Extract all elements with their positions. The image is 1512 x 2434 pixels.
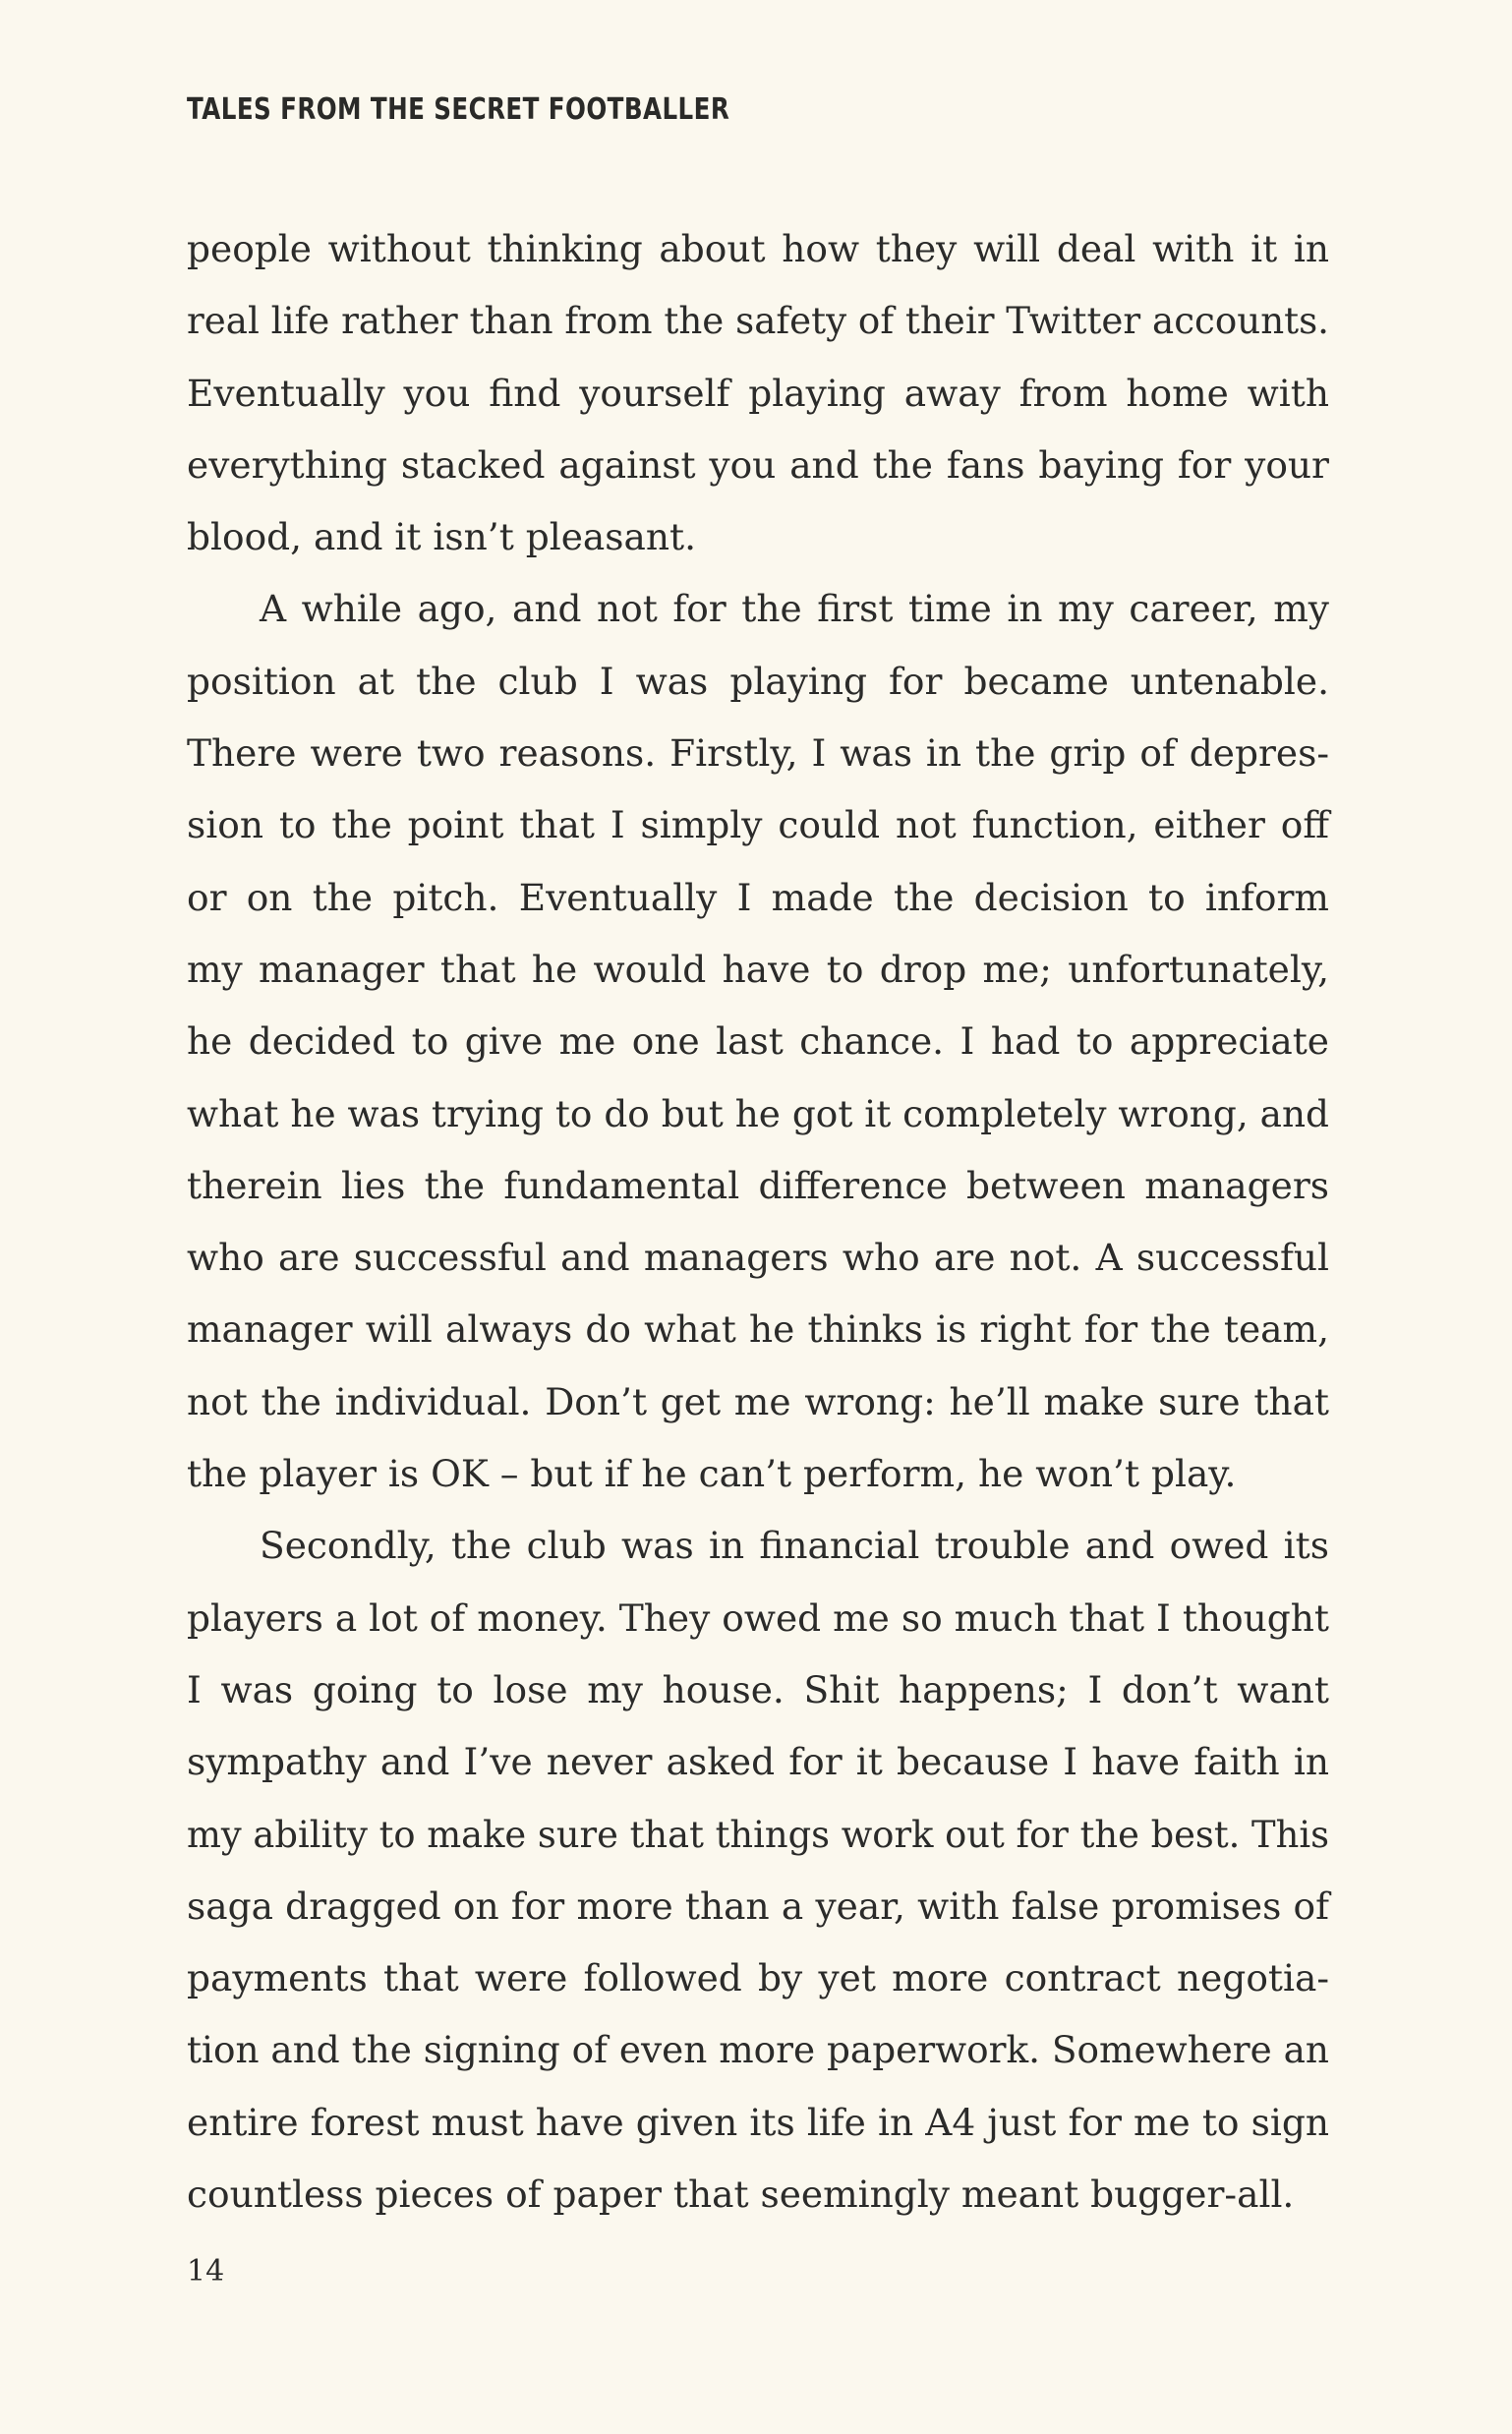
- text-line: I was going to lose my house. Shit happens; I don’t want: [187, 1667, 1329, 1711]
- page-number: 14: [187, 2254, 225, 2289]
- body-text: [187, 213, 1329, 2231]
- text-line: sympathy and I’ve never asked for it because I have faith in: [187, 1740, 1329, 1784]
- text-line: A while ago, and not for the first time in my career, my: [260, 587, 1329, 631]
- text-line: not the individual. Don’t get me wrong: he’ll make sure that: [187, 1379, 1329, 1423]
- text-line: or on the pitch. Eventually I made the decision to inform: [187, 875, 1329, 919]
- text-line: who are successful and managers who are not. A successful: [187, 1236, 1329, 1280]
- text-line: countless pieces of paper that seemingly meant bugger-all.: [187, 2173, 1295, 2217]
- text-line: players a lot of money. They owed me so much that I thought: [187, 1595, 1329, 1640]
- text-line: what he was trying to do but he got it completely wrong, and: [187, 1091, 1329, 1135]
- text-line: therein lies the fundamental difference between managers: [187, 1163, 1329, 1207]
- text-line: everything stacked against you and the fans baying for your: [187, 442, 1329, 487]
- text-line: real life rather than from the safety of their Twitter accounts.: [187, 299, 1329, 343]
- text-line: the player is OK – but if he can’t perform, he won’t play.: [187, 1452, 1237, 1496]
- text-line: There were two reasons. Firstly, I was in the grip of depres-: [187, 731, 1329, 776]
- text-line: manager will always do what he thinks is right for the team,: [187, 1307, 1329, 1352]
- text-line: blood, and it isn’t pleasant.: [187, 515, 697, 559]
- text-line: saga dragged on for more than a year, with false promises of: [187, 1883, 1329, 1928]
- text-line: he decided to give me one last chance. I had to appreciate: [187, 1019, 1329, 1064]
- text-line: Eventually you find yourself playing away from home with: [187, 371, 1329, 415]
- text-line: payments that were followed by yet more contract negotia-: [187, 1956, 1329, 2000]
- running-head: TALES FROM THE SECRET FOOTBALLER: [187, 92, 730, 127]
- text-line: entire forest must have given its life in A4 just for me to sign: [187, 2100, 1329, 2144]
- text-line: tion and the signing of even more paperwork. Somewhere an: [187, 2028, 1329, 2072]
- text-line: my manager that he would have to drop me; unfortunately,: [187, 947, 1329, 991]
- text-line: Secondly, the club was in financial trouble and owed its: [260, 1524, 1329, 1568]
- text-line: sion to the point that I simply could not function, either off: [187, 803, 1329, 847]
- text-line: position at the club I was playing for became untenable.: [187, 659, 1329, 703]
- text-line: people without thinking about how they will deal with it in: [187, 227, 1329, 270]
- text-line: my ability to make sure that things work out for the best. This: [187, 1812, 1329, 1856]
